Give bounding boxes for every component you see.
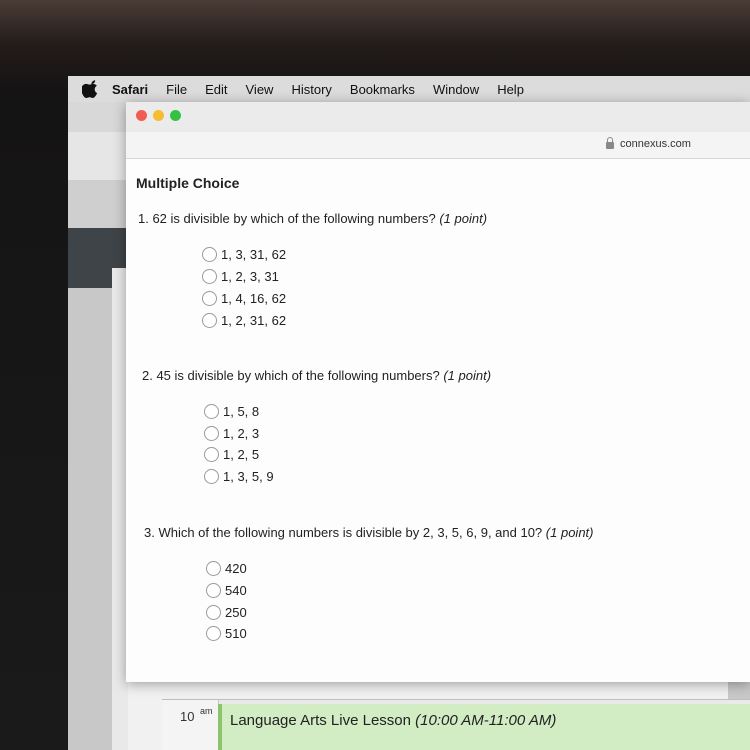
radio-button[interactable] [206, 605, 221, 620]
radio-button[interactable] [206, 626, 221, 641]
title-bar [126, 102, 750, 132]
maximize-window-button[interactable] [170, 110, 181, 121]
q1-option-2[interactable] [202, 266, 279, 286]
radio-button[interactable] [202, 269, 217, 284]
q2-option-4[interactable] [204, 466, 274, 486]
question-1-text: 1. 62 is divisible by which of the following numbers? [138, 211, 436, 226]
close-window-button[interactable] [136, 110, 147, 121]
q3-option-1[interactable] [206, 558, 247, 578]
q1-option-3[interactable] [202, 288, 286, 308]
menu-file[interactable]: File [166, 81, 188, 97]
menu-edit[interactable]: Edit [205, 81, 228, 97]
q3-option-2[interactable] [206, 580, 247, 600]
calendar-event-label [230, 712, 556, 729]
question-1 [138, 211, 487, 226]
q1-option-4[interactable] [202, 310, 286, 330]
address-bar[interactable] [126, 132, 750, 159]
radio-button[interactable] [206, 561, 221, 576]
q2-option-3-label: 1, 2, 5 [223, 446, 260, 462]
minimize-window-button[interactable] [153, 110, 164, 121]
q1-option-1[interactable] [202, 244, 286, 264]
q1-option-1-label: 1, 3, 31, 62 [221, 246, 287, 262]
q3-option-1-label: 420 [225, 560, 247, 576]
calendar-event-time: (10:00 AM-11:00 AM) [415, 712, 557, 729]
q3-option-3[interactable] [206, 602, 247, 622]
radio-button[interactable] [204, 469, 219, 484]
radio-button[interactable] [202, 247, 217, 262]
radio-button[interactable] [204, 426, 219, 441]
question-3 [144, 525, 594, 540]
menu-bookmarks[interactable]: Bookmarks [349, 81, 415, 97]
quiz-content [126, 158, 750, 682]
q2-option-4-label: 1, 3, 5, 9 [223, 468, 274, 484]
q2-option-2-label: 1, 2, 3 [223, 425, 260, 441]
lock-icon [606, 142, 614, 149]
screen [68, 76, 750, 750]
q2-option-3[interactable] [204, 444, 259, 464]
question-3-text: 3. Which of the following numbers is divisible by 2, 3, 5, 6, 9, and 10? [144, 525, 543, 540]
calendar-hour: 10 [180, 709, 195, 724]
q2-option-1-label: 1, 5, 8 [223, 403, 260, 419]
calendar-event-title: Language Arts Live Lesson [230, 712, 411, 729]
question-3-points: (1 point) [545, 525, 594, 540]
q3-option-4[interactable] [206, 623, 247, 643]
url-text[interactable]: connexus.com [620, 138, 691, 150]
menu-view[interactable]: View [245, 81, 274, 97]
question-2 [142, 368, 491, 383]
radio-button[interactable] [202, 291, 217, 306]
apple-icon[interactable] [82, 80, 100, 98]
menu-history[interactable]: History [291, 81, 332, 97]
radio-button[interactable] [204, 404, 219, 419]
calendar-strip [162, 699, 750, 750]
calendar-event[interactable] [218, 704, 750, 750]
q3-option-3-label: 250 [225, 604, 247, 620]
radio-button[interactable] [206, 583, 221, 598]
q3-option-2-label: 540 [225, 582, 247, 598]
safari-window [126, 102, 750, 682]
q1-option-3-label: 1, 4, 16, 62 [221, 290, 287, 306]
calendar-ampm: am [200, 706, 213, 716]
question-2-text: 2. 45 is divisible by which of the following numbers? [142, 368, 440, 383]
q2-option-1[interactable] [204, 401, 259, 421]
question-1-points: (1 point) [439, 211, 488, 226]
q2-option-2[interactable] [204, 423, 259, 443]
menu-bar [68, 76, 750, 102]
quiz-heading: Multiple Choice [136, 175, 240, 191]
radio-button[interactable] [202, 313, 217, 328]
menu-safari[interactable]: Safari [112, 81, 149, 97]
q1-option-4-label: 1, 2, 31, 62 [221, 312, 287, 328]
radio-button[interactable] [204, 447, 219, 462]
menu-help[interactable]: Help [497, 81, 524, 97]
menu-window[interactable]: Window [432, 81, 480, 97]
calendar-time-slot [162, 700, 219, 750]
q3-option-4-label: 510 [225, 625, 247, 641]
question-2-points: (1 point) [443, 368, 492, 383]
q1-option-2-label: 1, 2, 3, 31 [221, 268, 279, 284]
